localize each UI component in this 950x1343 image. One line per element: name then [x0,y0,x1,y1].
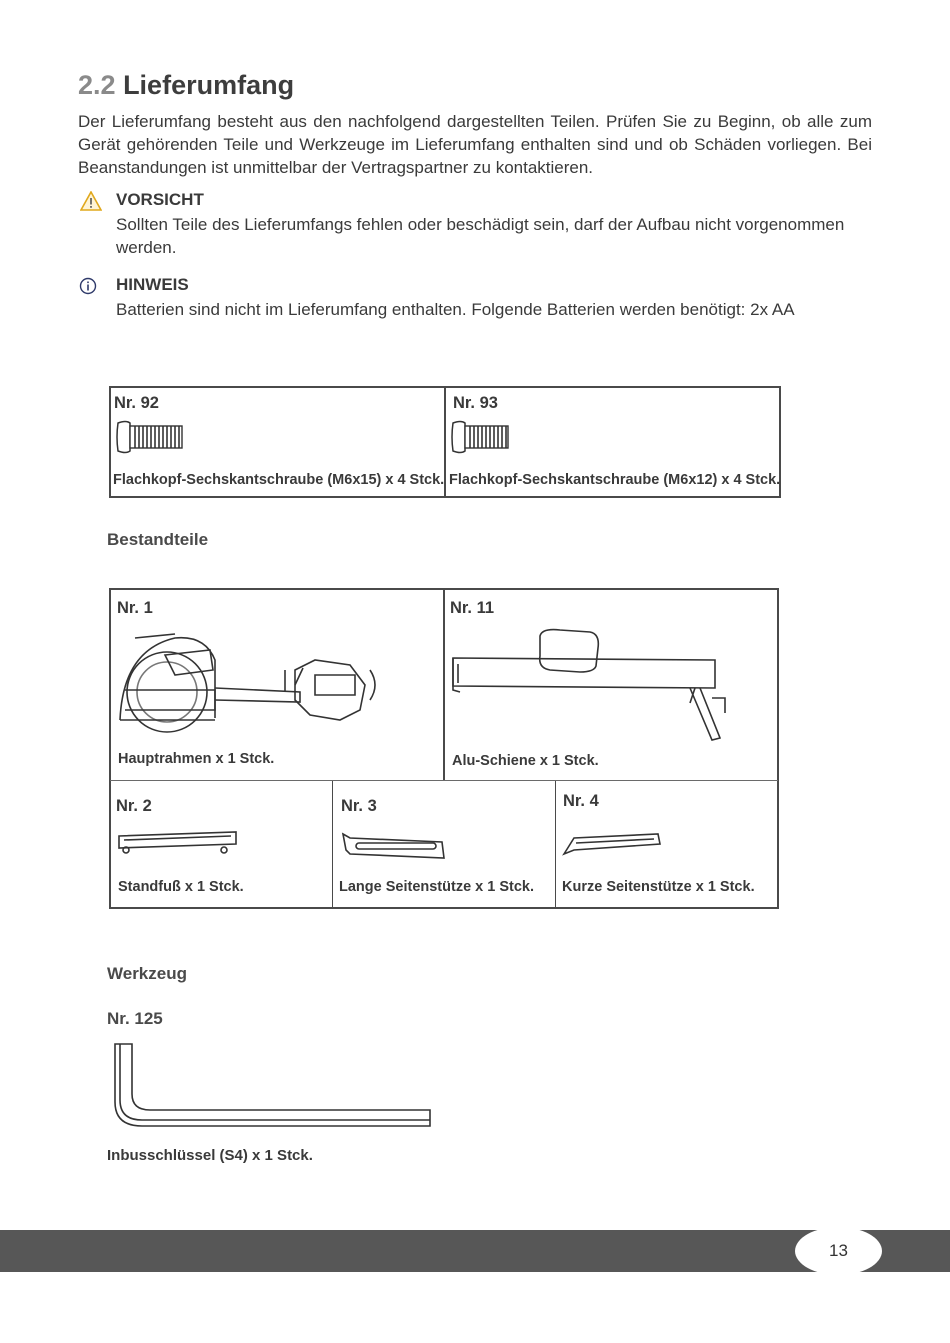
part-label: Hauptrahmen x 1 Stck. [118,751,275,767]
allen-key-icon [112,1042,434,1137]
section-number: 2.2 [78,70,116,100]
info-circle-icon [79,277,97,295]
table-divider [332,781,333,908]
table-divider [444,387,446,497]
page-number: 13 [795,1227,882,1275]
main-frame-icon [115,630,385,755]
table-divider [110,780,778,781]
caution-text: Sollten Teile des Lieferumfangs fehlen oder beschädigt sein, darf der Aufbau nicht vorgenommen werden. [116,215,845,257]
part-number: Nr. 2 [116,797,152,815]
part-number: Nr. 1 [117,599,153,617]
warning-triangle-icon [80,191,102,211]
part-label: Lange Seitenstütze x 1 Stck. [339,879,535,895]
screw-icon [116,419,186,460]
part-number: Nr. 3 [341,797,377,815]
table-divider [443,589,445,780]
note-title: HINWEIS [116,275,189,294]
intro-paragraph: Der Lieferumfang besteht aus den nachfolgend dargestellten Teilen. Prüfen Sie zu Beginn, ob alle zum Gerät gehörenden Teile und Werkzeuge im Lieferumfang enthalten sind und ob Schäden vorliegen. Bei Beanstandungen ist unmittelbar der Vertragspartner zu kontaktieren. [78,112,872,177]
section-title: Lieferumfang [123,70,295,100]
caution-title: VORSICHT [116,190,204,209]
part-number: Nr. 11 [450,599,495,617]
part-label: Standfuß x 1 Stck. [118,879,244,895]
part-number: Nr. 92 [114,394,159,412]
tools-title: Werkzeug [107,964,187,983]
long-side-support-icon [340,832,448,865]
components-title: Bestandteile [107,530,209,549]
part-number: Nr. 4 [563,792,599,810]
part-label: Flachkopf-Sechskantschraube (M6x15) x 4 Stck. [113,472,445,488]
aluminium-rail-icon [450,628,735,755]
part-number: Nr. 93 [453,394,498,412]
part-label: Flachkopf-Sechskantschraube (M6x12) x 4 Stck. [449,472,781,488]
table-divider [555,781,556,908]
part-label: Kurze Seitenstütze x 1 Stck. [562,879,755,895]
stand-foot-icon [116,830,240,861]
part-label: Alu-Schiene x 1 Stck. [452,753,599,769]
screw-icon [451,419,511,460]
short-side-support-icon [562,830,664,863]
tool-number: Nr. 125 [107,1009,163,1028]
tool-label: Inbusschlüssel (S4) x 1 Stck. [107,1147,313,1164]
section-heading [78,70,294,101]
note-text: Batterien sind nicht im Lieferumfang enthalten. Folgende Batterien werden benötigt: 2x AA [116,300,795,319]
